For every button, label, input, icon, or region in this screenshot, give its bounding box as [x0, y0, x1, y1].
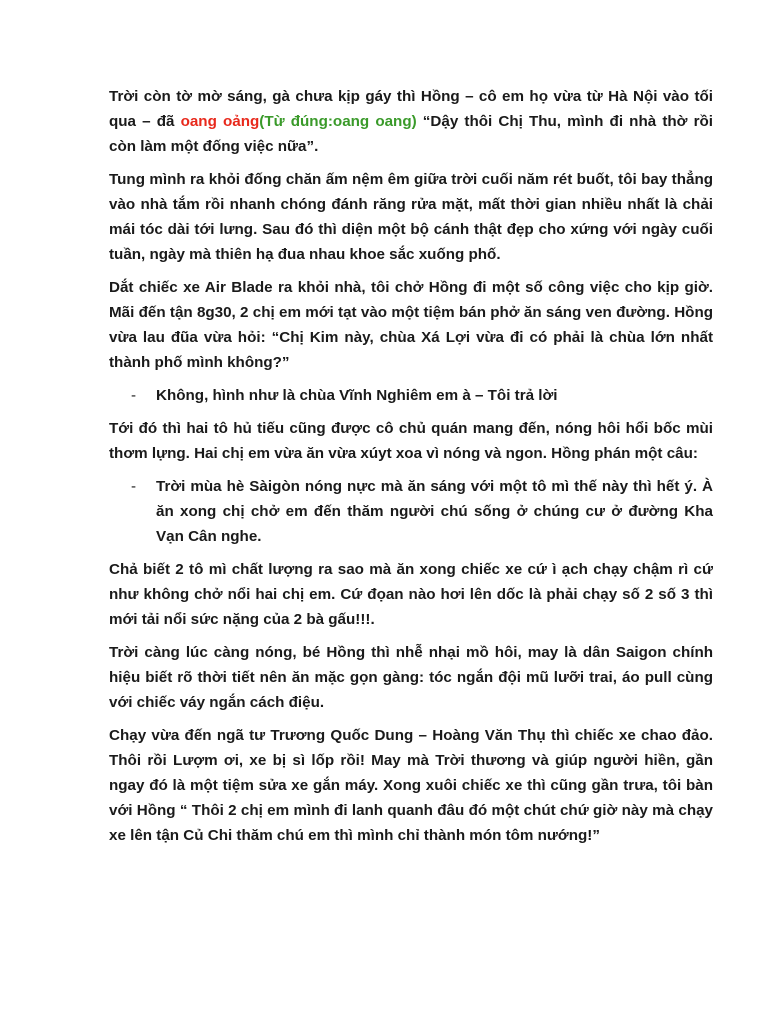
- correction-note: (Từ đúng:oang oang): [259, 113, 417, 130]
- dash-list-item-1-text: Không, hình như là chùa Vĩnh Nghiêm em à – Tôi trả lời: [156, 387, 558, 404]
- paragraph-1-text-b: “Dậy thôi Chị Thu, mình đi nhà thờ rồi còn làm một đống việc nữa”.: [109, 113, 713, 155]
- paragraph-4: Tới đó thì hai tô hủ tiếu cũng được cô chủ quán mang đến, nóng hôi hổi bốc mùi thơm lựng. Hai chị em vừa ăn vừa xúyt xoa vì nóng và ngon. Hồng phán một câu:: [109, 420, 713, 462]
- paragraph-6: Trời càng lúc càng nóng, bé Hồng thì nhễ nhại mồ hôi, may là dân Saigon chính hiệu biết rõ thời tiết nên ăn mặc gọn gàng: tóc ngắn đội mũ lưỡi trai, áo pull cùng với chiếc váy ngắn cách điệu.: [109, 644, 713, 711]
- paragraph-5: Chả biết 2 tô mì chất lượng ra sao mà ăn xong chiếc xe cứ ì ạch chạy chậm rì cứ như không chở nổi hai chị em. Cứ đọan nào hơi lên dốc là phải chạy số 2 số 3 thì mới tải nổi sức nặng của 2 bà gấu!!!.: [109, 561, 713, 628]
- dash-list-item-1: [109, 383, 713, 408]
- paragraph-1: [109, 84, 713, 159]
- dash-list-item-2: [109, 474, 713, 549]
- document-page: [109, 84, 713, 856]
- dash-bullet: -: [131, 478, 137, 495]
- paragraph-7: Chạy vừa đến ngã tư Trương Quốc Dung – Hoàng Văn Thụ thì chiếc xe chao đảo. Thôi rồi Lượm ơi, xe bị sì lốp rồi! May mà Trời thương và giúp người hiền, gần ngay đó là một tiệm sửa xe gắn máy. Xong xuôi chiếc xe thì cũng gần trưa, tôi bàn với Hồng “ Thôi 2 chị em mình đi lanh quanh đâu đó một chút chứ giờ này mà chạy xe lên tận Củ Chi thăm chú em thì mình chỉ thành món tôm nướng!”: [109, 727, 713, 844]
- dash-list-item-2-text: Trời mùa hè Sàigòn nóng nực mà ăn sáng với một tô mì thế này thì hết ý. À ăn xong chị chở em đến thăm người chú sống ở chúng cư ở đường Kha Vạn Cân nghe.: [156, 478, 713, 545]
- paragraph-1-text-a: Trời còn tờ mờ sáng, gà chưa kịp gáy thì Hồng – cô em họ vừa từ Hà Nội vào tối qua – đã: [109, 88, 713, 130]
- dash-bullet: -: [131, 387, 137, 404]
- paragraph-2: Tung mình ra khỏi đống chăn ấm nệm êm giữa trời cuối năm rét buốt, tôi bay thẳng vào nhà tắm rồi nhanh chóng đánh răng rửa mặt, mất thời gian nhiều nhất là chải mái tóc dài tới lưng. Sau đó thì diện một bộ cánh thật đẹp cho xứng với ngày cuối tuần, ngày mà thiên hạ đua nhau khoe sắc xuống phố.: [109, 171, 713, 263]
- paragraph-3: Dắt chiếc xe Air Blade ra khỏi nhà, tôi chở Hồng đi một số công việc cho kịp giờ. Mãi đến tận 8g30, 2 chị em mới tạt vào một tiệm bán phở ăn sáng ven đường. Hồng vừa lau đũa vừa hỏi: “Chị Kim này, chùa Xá Lợi vừa đi có phải là chùa lớn nhất thành phố mình không?”: [109, 279, 713, 371]
- misspelled-word: oang oảng: [180, 113, 260, 130]
